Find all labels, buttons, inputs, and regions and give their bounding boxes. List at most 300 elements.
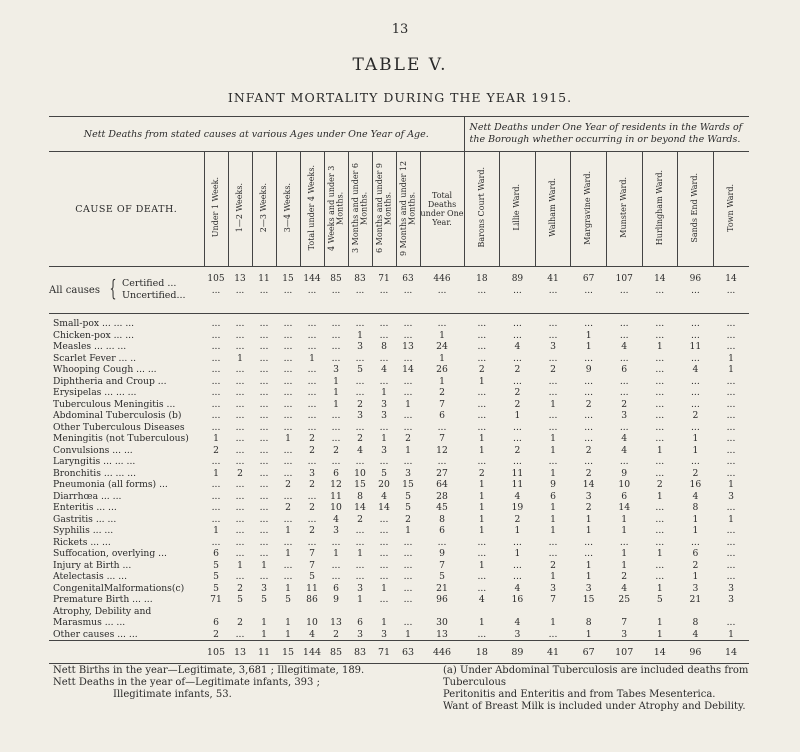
cause-value: ... bbox=[235, 341, 245, 352]
certified-value: 67 bbox=[582, 274, 595, 284]
cause-value: ... bbox=[655, 559, 665, 571]
cause-value: ... bbox=[403, 352, 413, 364]
cause-value: 1 bbox=[439, 329, 445, 341]
cause-value: ... bbox=[548, 536, 558, 548]
cause-value: 64 bbox=[436, 479, 448, 490]
illegitimate-note: Illegitimate infants, 53. bbox=[113, 689, 232, 700]
cause-value bbox=[276, 606, 300, 618]
cause-name: Small-pox ... ... ... bbox=[53, 318, 135, 329]
cause-value: 1 bbox=[478, 444, 485, 456]
cause-value: 1 bbox=[237, 352, 243, 364]
cause-value: ... bbox=[283, 410, 293, 421]
cause-value: ... bbox=[331, 433, 341, 444]
cause-row bbox=[49, 629, 749, 641]
cause-name: Syphilis ... ... bbox=[53, 525, 114, 536]
cause-value: ... bbox=[726, 433, 736, 444]
cause-value: ... bbox=[259, 467, 269, 479]
cause-value: ... bbox=[307, 375, 317, 387]
cause-name: Premature Birth ... ... bbox=[53, 594, 153, 605]
certified-value: 85 bbox=[330, 274, 342, 284]
cause-value: ... bbox=[403, 456, 413, 467]
cause-value: ... bbox=[259, 329, 269, 341]
cause-value: 2 bbox=[333, 628, 339, 640]
ward-column-header-text: Hurlingham Ward. bbox=[654, 169, 664, 246]
cause-value: 1 bbox=[478, 559, 485, 571]
cause-value: 2 bbox=[285, 502, 291, 513]
certified-value: 107 bbox=[615, 274, 633, 284]
cause-value: 1 bbox=[585, 341, 592, 352]
cause-value: ... bbox=[283, 352, 293, 364]
cause-value: 2 bbox=[405, 433, 411, 444]
cause-name: Atelectasis ... ... bbox=[53, 571, 128, 582]
cause-name: Abdominal Tuberculosis (b) bbox=[53, 410, 182, 421]
all-causes-cell bbox=[324, 267, 348, 314]
cause-value: ... bbox=[548, 352, 558, 364]
certified-value: 105 bbox=[207, 274, 225, 284]
cause-value: 4 bbox=[478, 594, 485, 605]
cause-value: 11 bbox=[330, 490, 342, 502]
cause-value: 1 bbox=[357, 594, 363, 605]
cause-value: 3 bbox=[585, 582, 592, 594]
cause-value: 4 bbox=[514, 490, 521, 502]
cause-value: 2 bbox=[585, 467, 592, 479]
cause-value bbox=[420, 606, 464, 618]
cause-value: 1 bbox=[261, 628, 267, 640]
cause-value: 1 bbox=[585, 628, 592, 640]
cause-value: 2 bbox=[309, 479, 315, 490]
ward-column-header-text: Lillie Ward. bbox=[512, 184, 522, 231]
cause-value: 1 bbox=[478, 375, 485, 387]
cause-value: ... bbox=[259, 398, 269, 410]
cause-value: 2 bbox=[656, 479, 663, 490]
cause-value: 10 bbox=[306, 617, 318, 628]
cause-value: ... bbox=[548, 410, 558, 421]
cause-value: ... bbox=[259, 375, 269, 387]
certified-value: 14 bbox=[725, 274, 737, 284]
age-column-header-text: 4 Weeks and under 3 Months. bbox=[326, 164, 344, 251]
cause-value: 14 bbox=[582, 479, 595, 490]
cause-value: ... bbox=[584, 548, 593, 559]
total-value: 105 bbox=[204, 641, 228, 664]
cause-value: ... bbox=[331, 559, 341, 571]
cause-value: 8 bbox=[585, 617, 592, 628]
cause-value: ... bbox=[619, 375, 629, 387]
cause-value: 1 bbox=[550, 502, 556, 513]
certified-value: 144 bbox=[303, 274, 321, 284]
cause-value: 1 bbox=[550, 433, 556, 444]
cause-value: 3 bbox=[728, 582, 734, 594]
cause-value: 1 bbox=[478, 479, 485, 490]
age-column-header-text: Under 1 Week. bbox=[210, 177, 220, 238]
cause-value: ... bbox=[331, 571, 341, 582]
age-column-header bbox=[300, 152, 324, 267]
cause-value: ... bbox=[379, 536, 389, 548]
cause-name: Diarrhœa ... ... bbox=[53, 490, 122, 502]
cause-value: ... bbox=[331, 536, 341, 548]
cause-value: ... bbox=[437, 318, 447, 329]
cause-value: 5 bbox=[309, 571, 315, 582]
cause-value: 1 bbox=[550, 398, 556, 410]
cause-value: 7 bbox=[439, 398, 445, 410]
cause-value: 24 bbox=[436, 341, 448, 352]
cause-value: 2 bbox=[621, 398, 628, 410]
group-header-ages: Nett Deaths from stated causes at various Ages under One Year of Age. bbox=[49, 117, 464, 152]
cause-value: 3 bbox=[621, 628, 628, 640]
cause-value: 6 bbox=[213, 617, 219, 628]
cause-value: 4 bbox=[621, 433, 628, 444]
cause-value: 9 bbox=[585, 364, 592, 375]
cause-value: ... bbox=[655, 456, 665, 467]
cause-value bbox=[464, 606, 500, 618]
cause-value: 1 bbox=[285, 628, 291, 640]
cause-value: ... bbox=[235, 387, 245, 398]
cause-row bbox=[49, 364, 749, 376]
cause-value: 2 bbox=[357, 513, 363, 525]
cause-value: 2 bbox=[237, 467, 243, 479]
cause-value: ... bbox=[477, 387, 487, 398]
certified-value: 18 bbox=[476, 274, 488, 284]
cause-value: ... bbox=[235, 456, 245, 467]
cause-value: 3 bbox=[728, 490, 734, 502]
cause-value: 2 bbox=[585, 502, 592, 513]
cause-value: 14 bbox=[618, 502, 631, 513]
cause-value: ... bbox=[283, 375, 293, 387]
note-c: Want of Breast Milk is included under Atrophy and Debility. bbox=[443, 701, 746, 712]
cause-value: ... bbox=[584, 352, 593, 364]
cause-value: 1 bbox=[381, 433, 387, 444]
cause-value: 2 bbox=[692, 467, 699, 479]
cause-value: ... bbox=[259, 444, 269, 456]
cause-value: 1 bbox=[439, 375, 445, 387]
cause-value: ... bbox=[726, 502, 736, 513]
cause-value: 4 bbox=[692, 490, 699, 502]
cause-value: ... bbox=[379, 571, 389, 582]
cause-name: Measles ... ... ... bbox=[53, 341, 127, 352]
cause-value bbox=[300, 606, 324, 618]
cause-value bbox=[396, 606, 420, 618]
all-causes-cell bbox=[713, 267, 749, 314]
cause-value: 4 bbox=[514, 341, 521, 352]
cause-value: 10 bbox=[354, 467, 366, 479]
certified-label: Certified ... bbox=[121, 278, 177, 289]
cause-value: 1 bbox=[333, 548, 339, 559]
cause-value: ... bbox=[355, 525, 365, 536]
cause-value: 3 bbox=[585, 490, 592, 502]
cause-value: ... bbox=[477, 410, 487, 421]
cause-value: ... bbox=[259, 387, 269, 398]
total-value: 14 bbox=[713, 641, 749, 664]
cause-value: 2 bbox=[585, 444, 592, 456]
cause-value: ... bbox=[259, 410, 269, 421]
cause-value: ... bbox=[403, 410, 413, 421]
cause-value: 11 bbox=[511, 479, 524, 490]
cause-value: ... bbox=[403, 329, 413, 341]
cause-value: ... bbox=[355, 375, 365, 387]
cause-value: 2 bbox=[550, 559, 556, 571]
age-column-header bbox=[324, 152, 348, 267]
cause-value: ... bbox=[403, 387, 413, 398]
cause-value: ... bbox=[655, 502, 665, 513]
cause-value: ... bbox=[307, 329, 317, 341]
cause-row bbox=[49, 571, 749, 583]
cause-value: 14 bbox=[378, 502, 390, 513]
total-value: 85 bbox=[324, 641, 348, 664]
cause-value: 2 bbox=[309, 502, 315, 513]
cause-name: Marasmus ... ... bbox=[53, 617, 126, 628]
note-a-cont: Peritonitis and Enteritis and from Tabes Mesenterica. bbox=[443, 689, 716, 700]
cause-value: 4 bbox=[309, 628, 315, 640]
cause-name: Whooping Cough ... ... bbox=[53, 364, 157, 375]
cause-value: 2 bbox=[514, 398, 521, 410]
cause-value: ... bbox=[477, 398, 487, 410]
cause-value: 2 bbox=[585, 398, 592, 410]
cause-value: ... bbox=[655, 571, 665, 582]
cause-value: 3 bbox=[514, 628, 521, 640]
cause-value: ... bbox=[283, 444, 293, 456]
cause-name: Injury at Birth ... bbox=[53, 559, 132, 571]
cause-value: 1 bbox=[585, 513, 592, 525]
cause-value: ... bbox=[379, 329, 389, 341]
cause-value: 4 bbox=[514, 582, 521, 594]
cause-value: 13 bbox=[402, 341, 414, 352]
cause-value: ... bbox=[477, 582, 487, 594]
cause-value: ... bbox=[477, 329, 487, 341]
cause-value: 6 bbox=[333, 582, 339, 594]
ward-column-header-text: Walham Ward. bbox=[547, 178, 557, 237]
all-causes-cell bbox=[252, 267, 276, 314]
cause-value: ... bbox=[307, 456, 317, 467]
cause-value: 3 bbox=[357, 341, 363, 352]
cause-value: ... bbox=[331, 318, 341, 329]
cause-value: 1 bbox=[478, 502, 485, 513]
all-causes-cell bbox=[420, 267, 464, 314]
cause-value: 1 bbox=[728, 479, 734, 490]
cause-value: 5 bbox=[237, 594, 243, 605]
cause-value: 14 bbox=[402, 364, 414, 375]
cause-value bbox=[606, 606, 642, 618]
cause-value: 1 bbox=[656, 548, 663, 559]
cause-name: Scarlet Fever ... .. bbox=[53, 352, 137, 364]
uncertified-value: ... bbox=[655, 286, 665, 296]
cause-value: 6 bbox=[357, 617, 363, 628]
age-column-header bbox=[276, 152, 300, 267]
cause-value: ... bbox=[513, 421, 522, 433]
cause-value: 7 bbox=[309, 548, 315, 559]
cause-value: ... bbox=[379, 559, 389, 571]
uncertified-value: ... bbox=[403, 286, 413, 296]
cause-value: ... bbox=[548, 421, 558, 433]
cause-value: 1 bbox=[692, 433, 699, 444]
cause-value: ... bbox=[691, 536, 700, 548]
group-header-wards: Nett Deaths under One Year of residents in the Wards of the Borough whether occurring in or beyond the Wards. bbox=[464, 117, 749, 152]
cause-value: 9 bbox=[550, 479, 556, 490]
cause-value: ... bbox=[619, 387, 629, 398]
cause-value: 1 bbox=[405, 444, 411, 456]
cause-value: ... bbox=[655, 433, 665, 444]
cause-value: ... bbox=[211, 352, 221, 364]
cause-value: 3 bbox=[550, 341, 556, 352]
cause-value: 6 bbox=[439, 410, 445, 421]
table-title: TABLE V. bbox=[352, 55, 448, 75]
cause-value: 3 bbox=[621, 410, 628, 421]
cause-value: 1 bbox=[585, 571, 592, 582]
cause-value: ... bbox=[691, 329, 700, 341]
cause-name: Gastritis ... ... bbox=[53, 513, 117, 525]
cause-value: ... bbox=[331, 410, 341, 421]
cause-value: 20 bbox=[378, 479, 390, 490]
cause-value: ... bbox=[548, 329, 558, 341]
age-column-header bbox=[396, 152, 420, 267]
age-column-header bbox=[348, 152, 372, 267]
all-causes-cell bbox=[642, 267, 678, 314]
cause-row bbox=[49, 491, 749, 503]
cause-value: ... bbox=[655, 398, 665, 410]
cause-value: 3 bbox=[381, 398, 387, 410]
cause-value: 71 bbox=[210, 594, 222, 605]
cause-value: ... bbox=[584, 410, 593, 421]
cause-value: 1 bbox=[514, 525, 521, 536]
uncertified-value: ... bbox=[437, 286, 447, 296]
uncertified-value: ... bbox=[331, 286, 341, 296]
cause-value: 12 bbox=[436, 444, 448, 456]
cause-value: 2 bbox=[213, 444, 219, 456]
cause-value: ... bbox=[584, 387, 593, 398]
cause-value: 11 bbox=[689, 341, 702, 352]
cause-value: ... bbox=[726, 341, 736, 352]
cause-value: ... bbox=[283, 571, 293, 582]
cause-value: ... bbox=[584, 375, 593, 387]
cause-value: ... bbox=[211, 329, 221, 341]
cause-value: 25 bbox=[618, 594, 631, 605]
cause-value: ... bbox=[477, 318, 487, 329]
cause-value: 9 bbox=[439, 548, 445, 559]
all-causes-cell bbox=[535, 267, 571, 314]
cause-value: ... bbox=[355, 352, 365, 364]
cause-value bbox=[713, 606, 749, 618]
cause-value: ... bbox=[283, 456, 293, 467]
cause-value: 3 bbox=[357, 582, 363, 594]
cause-value: 4 bbox=[621, 444, 628, 456]
cause-value: 3 bbox=[728, 594, 734, 605]
cause-value: ... bbox=[259, 352, 269, 364]
cause-value: 1 bbox=[692, 513, 699, 525]
cause-value: ... bbox=[211, 421, 221, 433]
cause-value: ... bbox=[331, 421, 341, 433]
cause-value: ... bbox=[548, 548, 558, 559]
cause-value: 1 bbox=[261, 559, 267, 571]
cause-row bbox=[49, 422, 749, 434]
cause-row bbox=[49, 399, 749, 411]
cause-value: 4 bbox=[333, 513, 339, 525]
cause-value: ... bbox=[726, 467, 736, 479]
cause-value: 1 bbox=[213, 525, 219, 536]
cause-value: ... bbox=[331, 341, 341, 352]
cause-value: 1 bbox=[585, 525, 592, 536]
cause-value: ... bbox=[691, 375, 700, 387]
cause-row bbox=[49, 314, 749, 330]
cause-value: ... bbox=[211, 456, 221, 467]
cause-value: 1 bbox=[333, 398, 339, 410]
cause-row bbox=[49, 376, 749, 388]
cause-value: ... bbox=[355, 571, 365, 582]
total-value: 63 bbox=[396, 641, 420, 664]
totals-row bbox=[49, 641, 749, 664]
cause-value: 1 bbox=[213, 467, 219, 479]
cause-value: 10 bbox=[330, 502, 342, 513]
cause-value: ... bbox=[437, 456, 447, 467]
cause-value: 5 bbox=[357, 364, 363, 375]
cause-value: ... bbox=[403, 536, 413, 548]
cause-value: ... bbox=[259, 433, 269, 444]
cause-value: 1 bbox=[550, 513, 556, 525]
cause-value: ... bbox=[307, 410, 317, 421]
cause-value: ... bbox=[235, 536, 245, 548]
cause-value: 3 bbox=[550, 582, 556, 594]
ward-column-header bbox=[500, 152, 536, 267]
cause-value: 1 bbox=[621, 559, 628, 571]
cause-value: ... bbox=[513, 559, 522, 571]
cause-value: ... bbox=[259, 479, 269, 490]
cause-name: Chicken-pox ... ... bbox=[53, 329, 135, 341]
cause-value: ... bbox=[513, 571, 522, 582]
cause-value: 1 bbox=[550, 525, 556, 536]
cause-value: 1 bbox=[478, 490, 485, 502]
ward-column-header bbox=[571, 152, 607, 267]
cause-value: ... bbox=[403, 617, 413, 628]
cause-value: 5 bbox=[213, 559, 219, 571]
cause-value: ... bbox=[691, 421, 700, 433]
cause-row bbox=[49, 387, 749, 399]
cause-value: 1 bbox=[285, 548, 291, 559]
all-causes-text: All causes bbox=[49, 284, 100, 296]
cause-value: 1 bbox=[381, 582, 387, 594]
certified-value: 15 bbox=[282, 274, 294, 284]
cause-value: 1 bbox=[585, 329, 592, 341]
table-subtitle: INFANT MORTALITY DURING THE YEAR 1915. bbox=[227, 90, 573, 105]
uncertified-value: ... bbox=[726, 286, 736, 296]
cause-value: ... bbox=[619, 456, 629, 467]
cause-value: ... bbox=[655, 410, 665, 421]
cause-value: ... bbox=[259, 364, 269, 375]
all-causes-cell bbox=[500, 267, 536, 314]
cause-value: 6 bbox=[550, 490, 556, 502]
cause-name: Other Tuberculous Diseases bbox=[53, 421, 185, 433]
certified-value: 83 bbox=[354, 274, 366, 284]
certified-value: 71 bbox=[378, 274, 390, 284]
cause-value: ... bbox=[211, 410, 221, 421]
cause-value: ... bbox=[235, 433, 245, 444]
cause-value: 5 bbox=[656, 594, 663, 605]
cause-value bbox=[571, 606, 607, 618]
cause-value: 1 bbox=[585, 559, 592, 571]
age-column-header bbox=[252, 152, 276, 267]
cause-value: 2 bbox=[213, 628, 219, 640]
cause-value: ... bbox=[283, 329, 293, 341]
ward-column-header bbox=[464, 152, 500, 267]
cause-value: 3 bbox=[357, 410, 363, 421]
cause-value: 1 bbox=[656, 444, 663, 456]
uncertified-value: ... bbox=[355, 286, 365, 296]
cause-value: ... bbox=[211, 502, 221, 513]
cause-value: ... bbox=[211, 490, 221, 502]
total-value: 67 bbox=[571, 641, 607, 664]
cause-value: 3 bbox=[333, 525, 339, 536]
cause-value: ... bbox=[619, 352, 629, 364]
cause-value: ... bbox=[655, 318, 665, 329]
cause-value: 16 bbox=[689, 479, 702, 490]
cause-value: 2 bbox=[357, 398, 363, 410]
cause-value: 3 bbox=[405, 467, 411, 479]
